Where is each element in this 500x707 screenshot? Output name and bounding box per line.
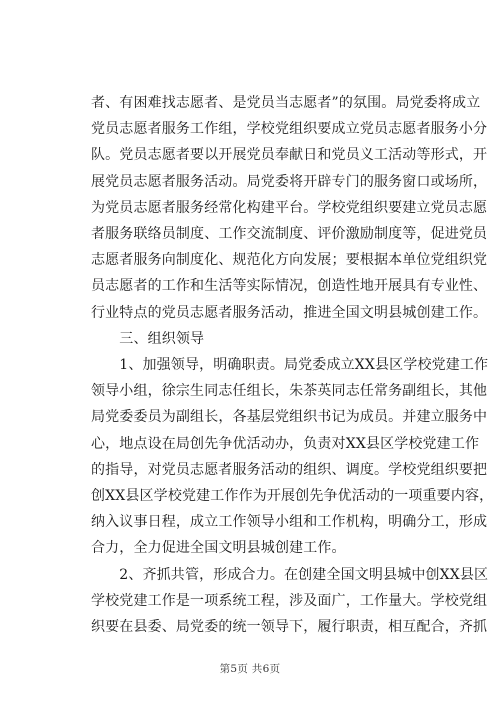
text-line: 员志愿者的工作和生活等实际情况，创造性地开展具有专业性、: [91, 278, 488, 295]
text-line: 领导小组，徐宗生同志任组长，朱茶英同志任常务副组长，其他: [91, 383, 488, 400]
text-line: 展党员志愿者服务活动。局党委将开辟专门的服务窗口或场所，: [91, 173, 488, 190]
text-line: 织要在县委、局党委的统一领导下，履行职责，相互配合，齐抓: [91, 619, 488, 636]
text-line: 心，地点设在局创先争优活动办，负责对XX县区学校党建工作: [91, 435, 480, 452]
text-line: 2、齐抓共管，形成合力。在创建全国文明县城中创XX县区: [91, 566, 489, 583]
text-line: 为党员志愿者服务经常化构建平台。学校党组织要建立党员志愿: [91, 199, 488, 216]
text-line: 合力，全力促进全国文明县城创建工作。: [91, 540, 346, 557]
text-line: 行业特点的党员志愿者服务活动，推进全国文明县城创建工作。: [91, 304, 488, 321]
text-line: 者服务联络员制度、工作交流制度、评价激励制度等，促进党员: [91, 226, 488, 243]
section-heading: 三、组织领导: [91, 330, 205, 347]
text-line: 1、加强领导，明确职责。局党委成立XX县区学校党建工作: [91, 357, 489, 374]
text-line: 创XX县区学校党建工作作为开展创先争优活动的一项重要内容，: [91, 488, 494, 505]
text-line: 局党委委员为副组长，各基层党组织书记为成员。并建立服务中: [91, 409, 488, 426]
text-line: 志愿者服务向制度化、规范化方向发展；要根据本单位党组织党: [91, 252, 488, 269]
text-line: 队。党员志愿者要以开展党员奉献日和党员义工活动等形式，开: [91, 147, 488, 164]
text-line: 者、有困难找志愿者、是党员当志愿者”的氛围。局党委将成立: [91, 95, 481, 111]
text-line: 学校党建工作是一项系统工程，涉及面广，工作量大。学校党组: [91, 592, 488, 609]
text-line: 的指导，对党员志愿者服务活动的组织、调度。学校党组织要把: [91, 461, 488, 478]
page-number-footer: 第5页 共6页: [219, 663, 281, 675]
text-line: 纳入议事日程，成立工作领导小组和工作机构，明确分工，形成: [91, 514, 488, 531]
body-text: [91, 90, 494, 640]
text-line: 党员志愿者服务工作组，学校党组织要成立党员志愿者服务小分: [91, 121, 488, 138]
